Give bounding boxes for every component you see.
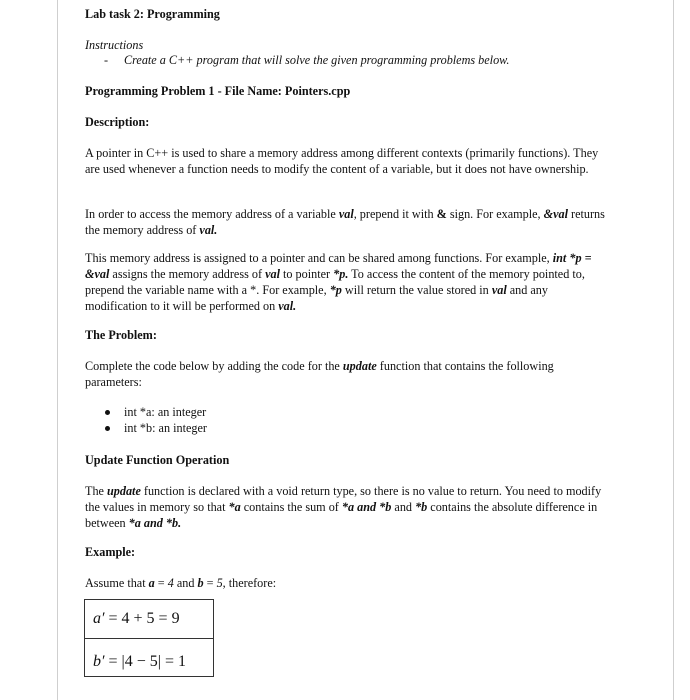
bullet-dot (105, 426, 110, 431)
instruction-item: Create a C++ program that will solve the given programming problems below. (124, 53, 510, 67)
update-operation-heading: Update Function Operation (85, 453, 230, 467)
example-paragraph: Assume that a = 4 and b = 5, therefore: (85, 576, 277, 590)
description-paragraph-2: In order to access the memory address of a variable val, prepend it with & sign. For example, &val returns the memory address of val. (85, 207, 605, 237)
the-problem-paragraph: Complete the code below by adding the code for the update function that contains the following parameters: (85, 359, 554, 389)
equation-b: b′ = |4 − 5| = 1 (93, 653, 186, 670)
update-operation-paragraph: The update function is declared with a void return type, so there is no value to return. You need to modify the values in memory so that *a contains the sum of *a and *b and *b contains the absolute difference in between *a and *b. (85, 484, 602, 530)
instructions-heading: Instructions (85, 38, 144, 52)
parameter-item: int *b: an integer (124, 421, 207, 435)
example-heading: Example: (85, 545, 136, 559)
the-problem-heading: The Problem: (85, 328, 157, 342)
problem-heading: Programming Problem 1 - File Name: Pointers.cpp (85, 84, 351, 98)
instruction-bullet: - (104, 53, 109, 67)
page-right-edge (673, 0, 674, 700)
description-paragraph-1: A pointer in C++ is used to share a memory address among different contexts (primarily functions). They are used whenever a function needs to modify the content of a variable, but it does not have ownership. (85, 146, 599, 176)
lab-title: Lab task 2: Programming (85, 7, 220, 21)
equation-a: a′ = 4 + 5 = 9 (93, 610, 180, 627)
page-left-edge (57, 0, 58, 700)
description-heading: Description: (85, 115, 150, 129)
equation-box (84, 599, 214, 677)
bullet-dot (105, 410, 110, 415)
parameter-item: int *a: an integer (124, 405, 207, 419)
equation-divider (85, 638, 213, 639)
description-paragraph-3: This memory address is assigned to a pointer and can be shared among functions. For example, int *p = &val assigns the memory address of val to pointer *p. To access the content of the memory pointed to, prepend the variable name with a *. For example, *p will return the value stored in val and any modification to it will be performed on val. (85, 251, 592, 313)
